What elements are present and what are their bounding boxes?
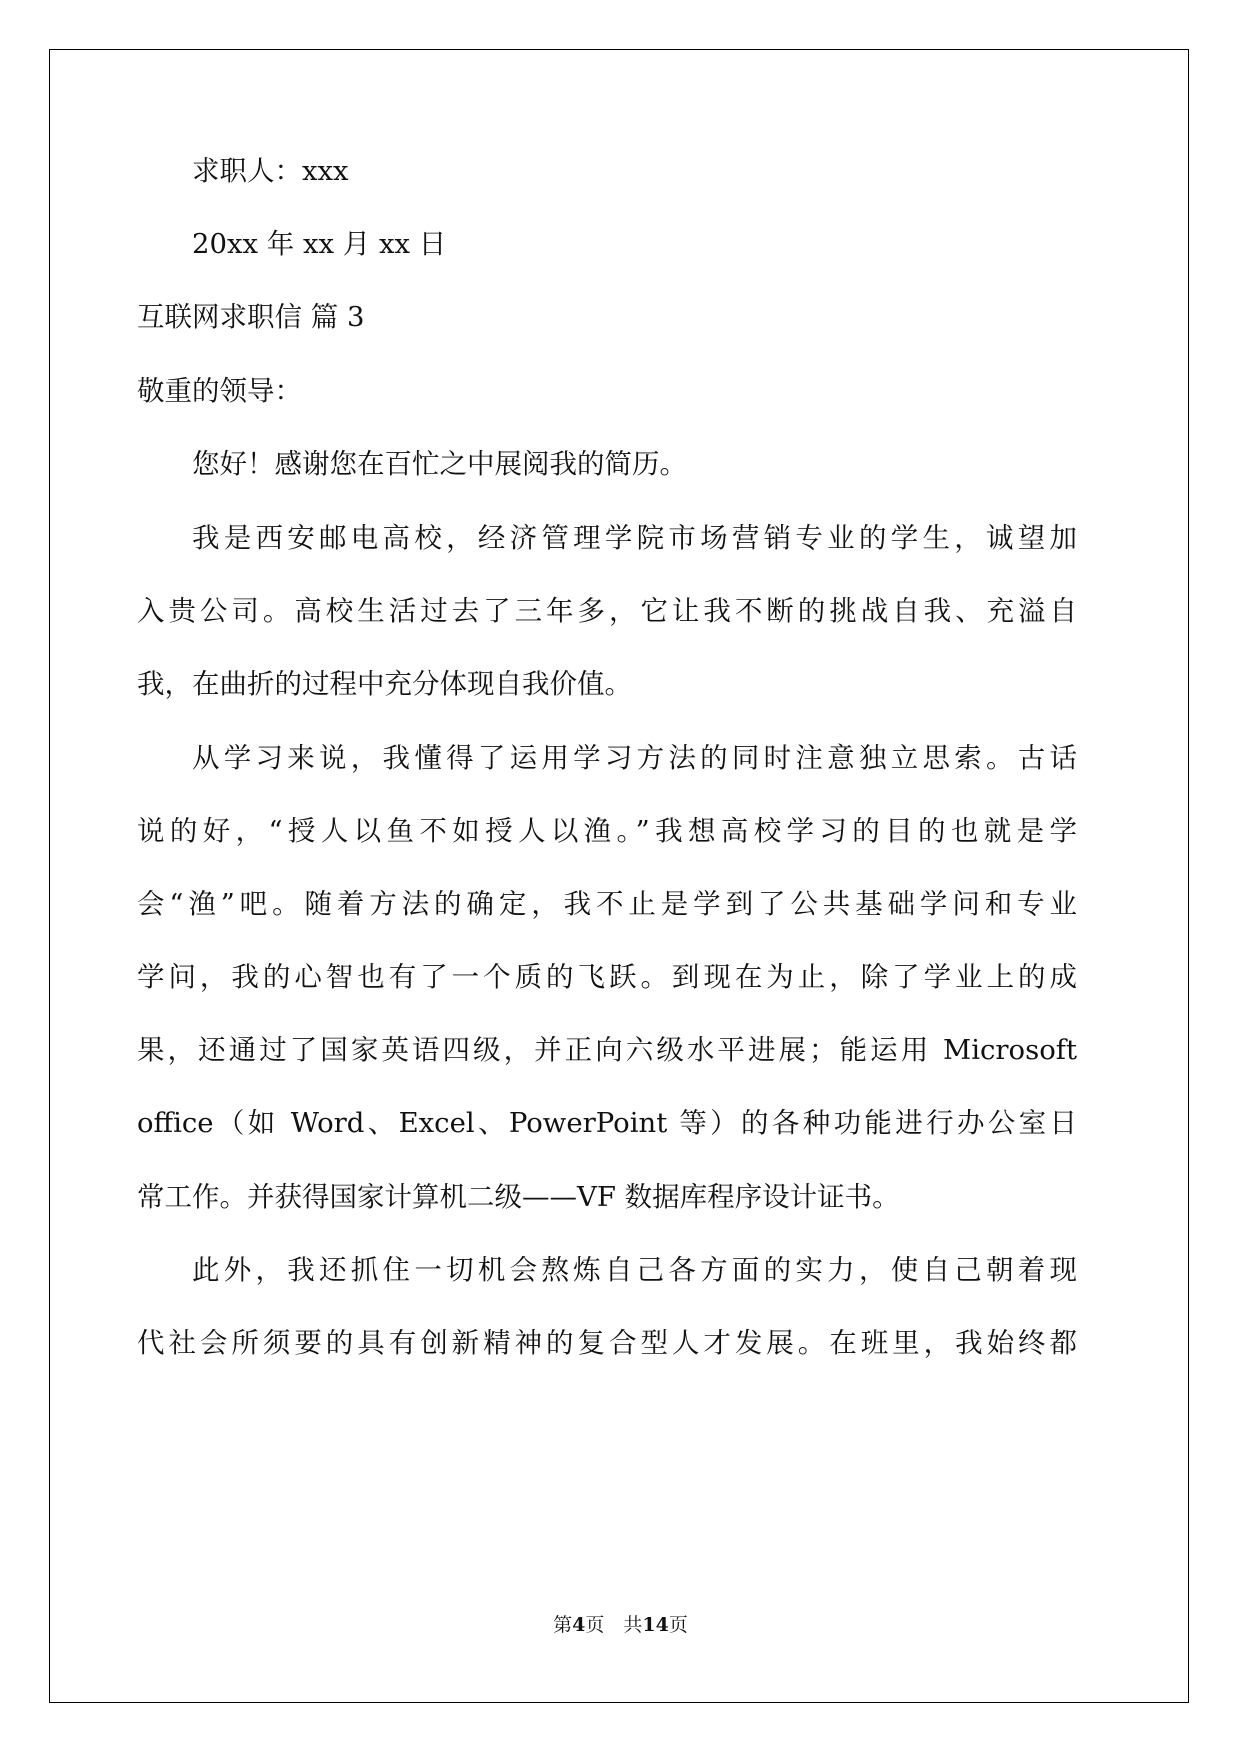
total-page-count: 14 [642,1614,669,1636]
page-mid: 页 共 [585,1614,643,1636]
para2-line-3: 会“渔”吧。随着方法的确定，我不止是学到了公共基础学问和专业 [137,888,1077,920]
greeting: 您好！感谢您在百忙之中展阅我的简历。 [192,448,687,480]
para2-line-7: 常工作。并获得国家计算机二级——VF 数据库程序设计证书。 [137,1181,900,1213]
para3-line-1: 此外，我还抓住一切机会熬炼自己各方面的实力，使自己朝着现 [192,1254,1077,1286]
page-border [49,49,1189,1703]
signature-line: 求职人：xxx [192,155,349,187]
date-line: 20xx 年 xx 月 xx 日 [192,228,447,260]
para1-line-1: 我是西安邮电高校，经济管理学院市场营销专业的学生，诚望加 [192,522,1077,554]
para2-line-2: 说的好，“授人以鱼不如授人以渔。”我想高校学习的目的也就是学 [137,815,1077,847]
para2-line-1: 从学习来说，我懂得了运用学习方法的同时注意独立思索。古话 [192,742,1077,774]
section-title: 互联网求职信 篇 3 [137,301,365,333]
para1-line-2: 入贵公司。高校生活过去了三年多，它让我不断的挑战自我、充溢自 [137,595,1077,627]
para2-line-5: 果，还通过了国家英语四级，并正向六级水平进展；能运用 Microsoft [137,1034,1077,1066]
para2-line-4: 学问，我的心智也有了一个质的飞跃。到现在为止，除了学业上的成 [137,961,1077,993]
page-prefix: 第 [553,1614,573,1636]
para1-line-3: 我，在曲折的过程中充分体现自我价值。 [137,668,632,700]
para3-line-2: 代社会所须要的具有创新精神的复合型人才发展。在班里，我始终都 [137,1327,1077,1359]
page-footer [0,1610,1241,1637]
para2-line-6: office（如 Word、Excel、PowerPoint 等）的各种功能进行办公室日 [137,1107,1077,1139]
salutation: 敬重的领导： [137,375,302,407]
current-page-number: 4 [572,1614,586,1636]
page-suffix: 页 [668,1614,688,1636]
